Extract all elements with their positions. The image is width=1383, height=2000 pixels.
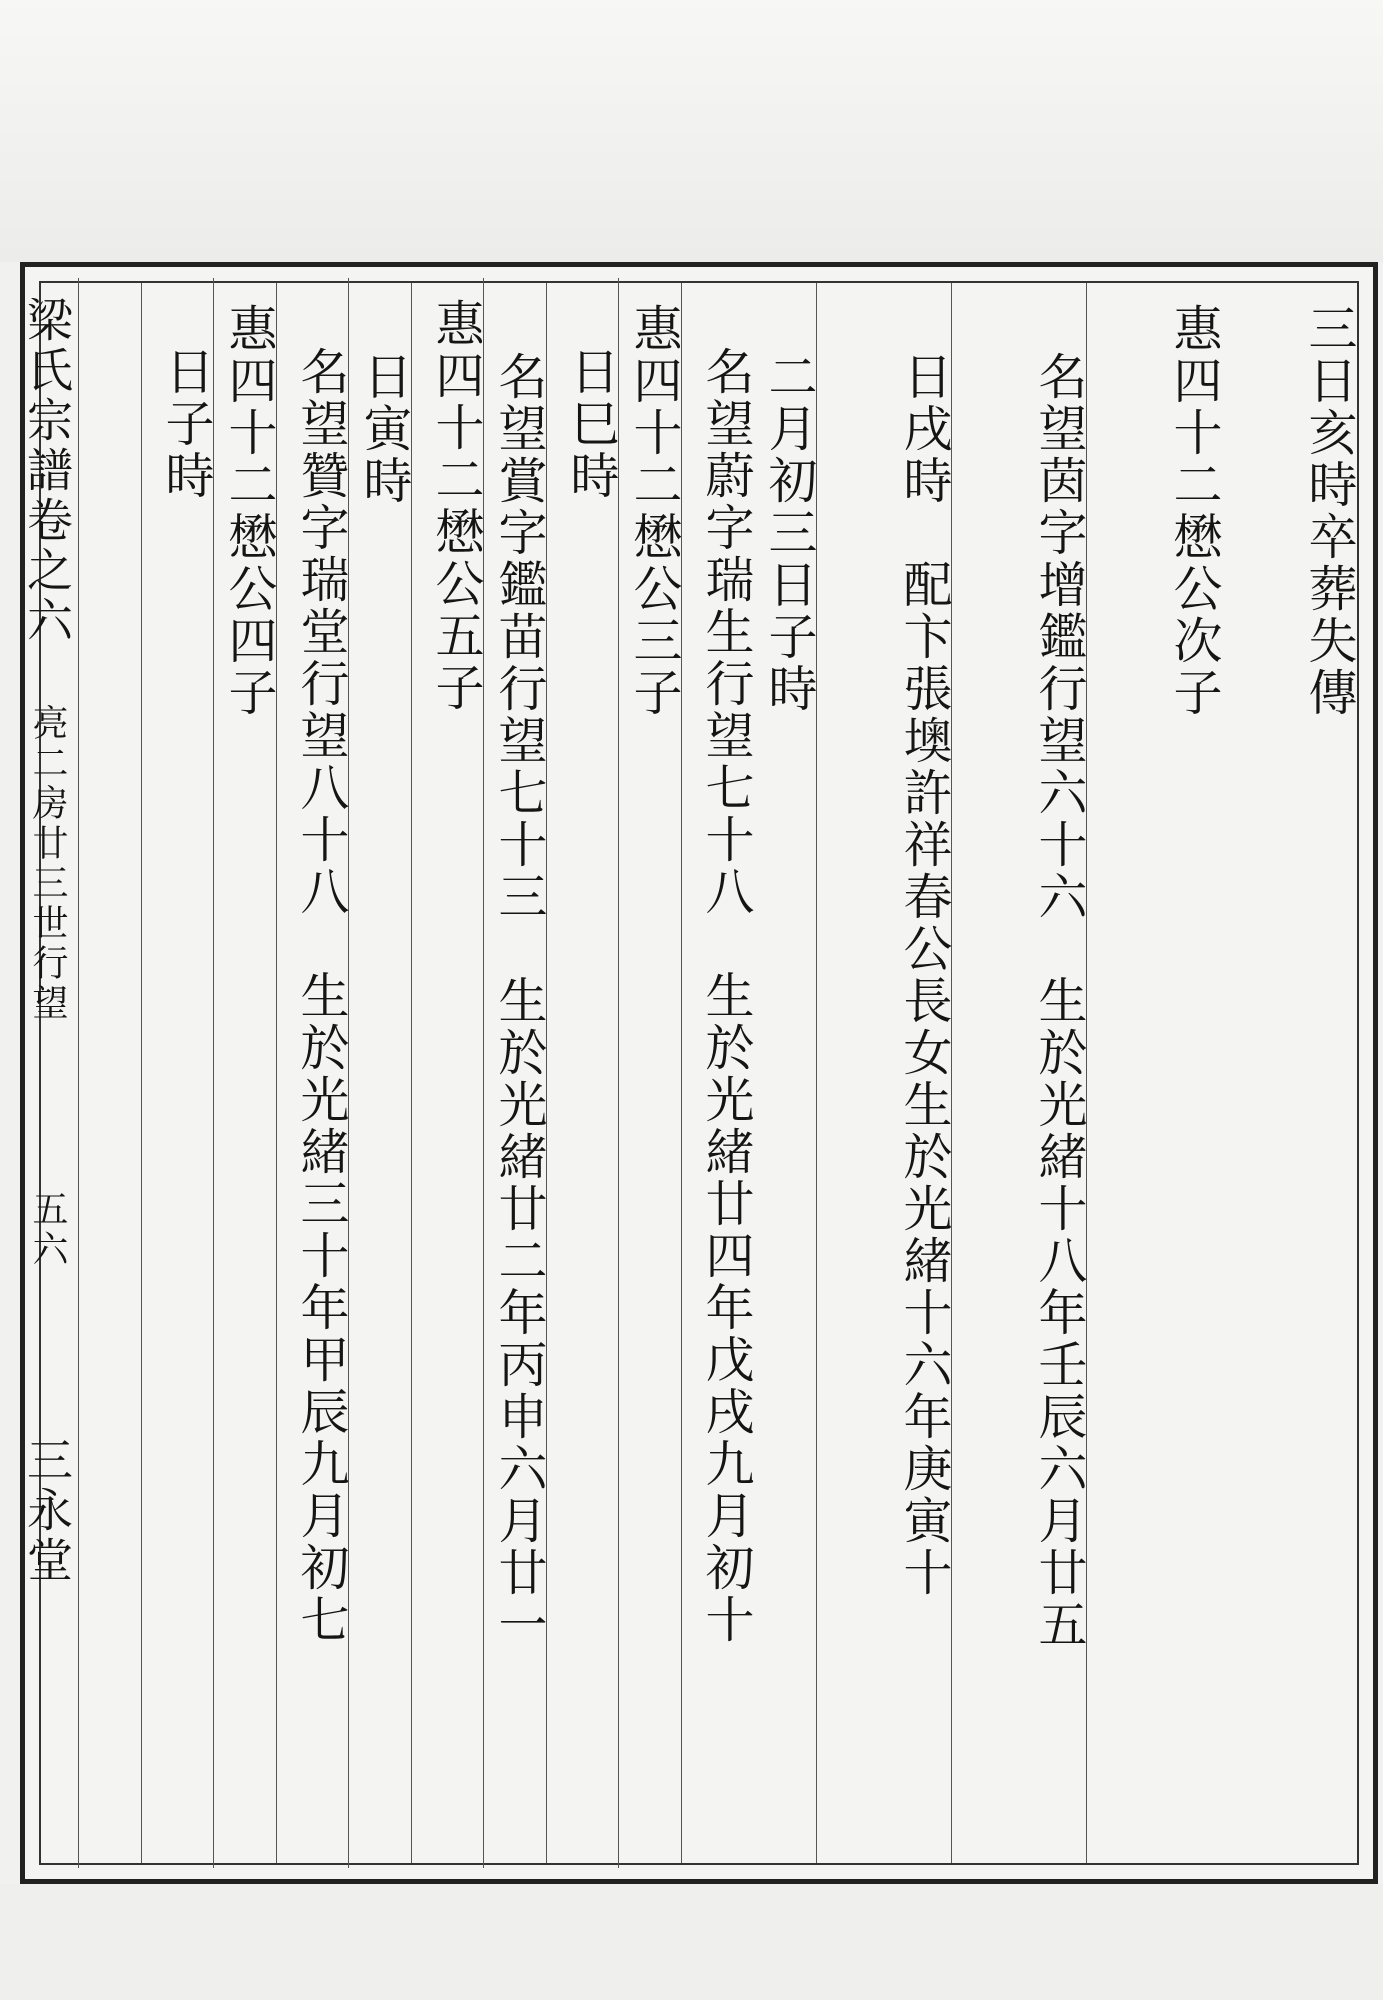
entry-3-name-line: 名望蔚字瑞生行望七十八 生於光緒廿四年戊戌九月初十: [698, 346, 755, 1646]
spine-title: 梁氏宗譜: [20, 296, 74, 496]
entry-2-name-line: 名望賞字鑑苗行望七十三 生於光緒廿二年丙申六月廿一: [491, 351, 548, 1651]
entry-col: [78, 278, 214, 1868]
entry-col: [213, 278, 349, 1868]
spine-hall-name: 三永堂: [20, 1436, 74, 1586]
entry-1-name-line: 名望茵字增鑑行望六十六 生於光緒十八年壬辰六月廿五: [1031, 351, 1088, 1651]
entry-col: [348, 278, 484, 1868]
left-columns: [78, 278, 1078, 1868]
spine: [22, 278, 80, 1886]
entry-col-continuation: [1222, 283, 1357, 1863]
entry-col: [483, 278, 619, 1868]
entry-1-heading: 惠四十二懋公次子: [1166, 303, 1223, 719]
top-margin: [0, 0, 1383, 262]
bottom-margin: [0, 1884, 1383, 2000]
entry-4-name-line: 名望贊字瑞堂行望八十八 生於光緒三十年甲辰九月初七: [293, 346, 350, 1646]
entry-3-detail: 日巳時: [563, 346, 620, 502]
spine-branch: 亮二房廿三世行望: [27, 704, 68, 1024]
entry-col-heading: [1086, 283, 1222, 1863]
entry-1-detail: 日戌時 配卞張墺許祥春公長女生於光緒十六年庚寅十: [896, 351, 953, 1599]
entry-4-detail: 日子時: [158, 346, 215, 502]
spine-page-number: 五六: [27, 1190, 68, 1270]
spine-volume: 卷之六: [20, 496, 74, 646]
entry-2-heading: 惠四十二懋公三子: [626, 303, 683, 719]
entry-col: [618, 278, 754, 1868]
entry-3-heading: 惠四十二懋公四子: [221, 303, 278, 719]
entry-2-detail: 日寅時: [356, 351, 413, 507]
entry-0-heading: 三日亥時卒葬失傳: [1301, 303, 1358, 719]
entry-4-heading: 惠四十二懋公五子: [428, 298, 485, 714]
entry-1-detail2: 二月初三日子時: [761, 351, 818, 715]
